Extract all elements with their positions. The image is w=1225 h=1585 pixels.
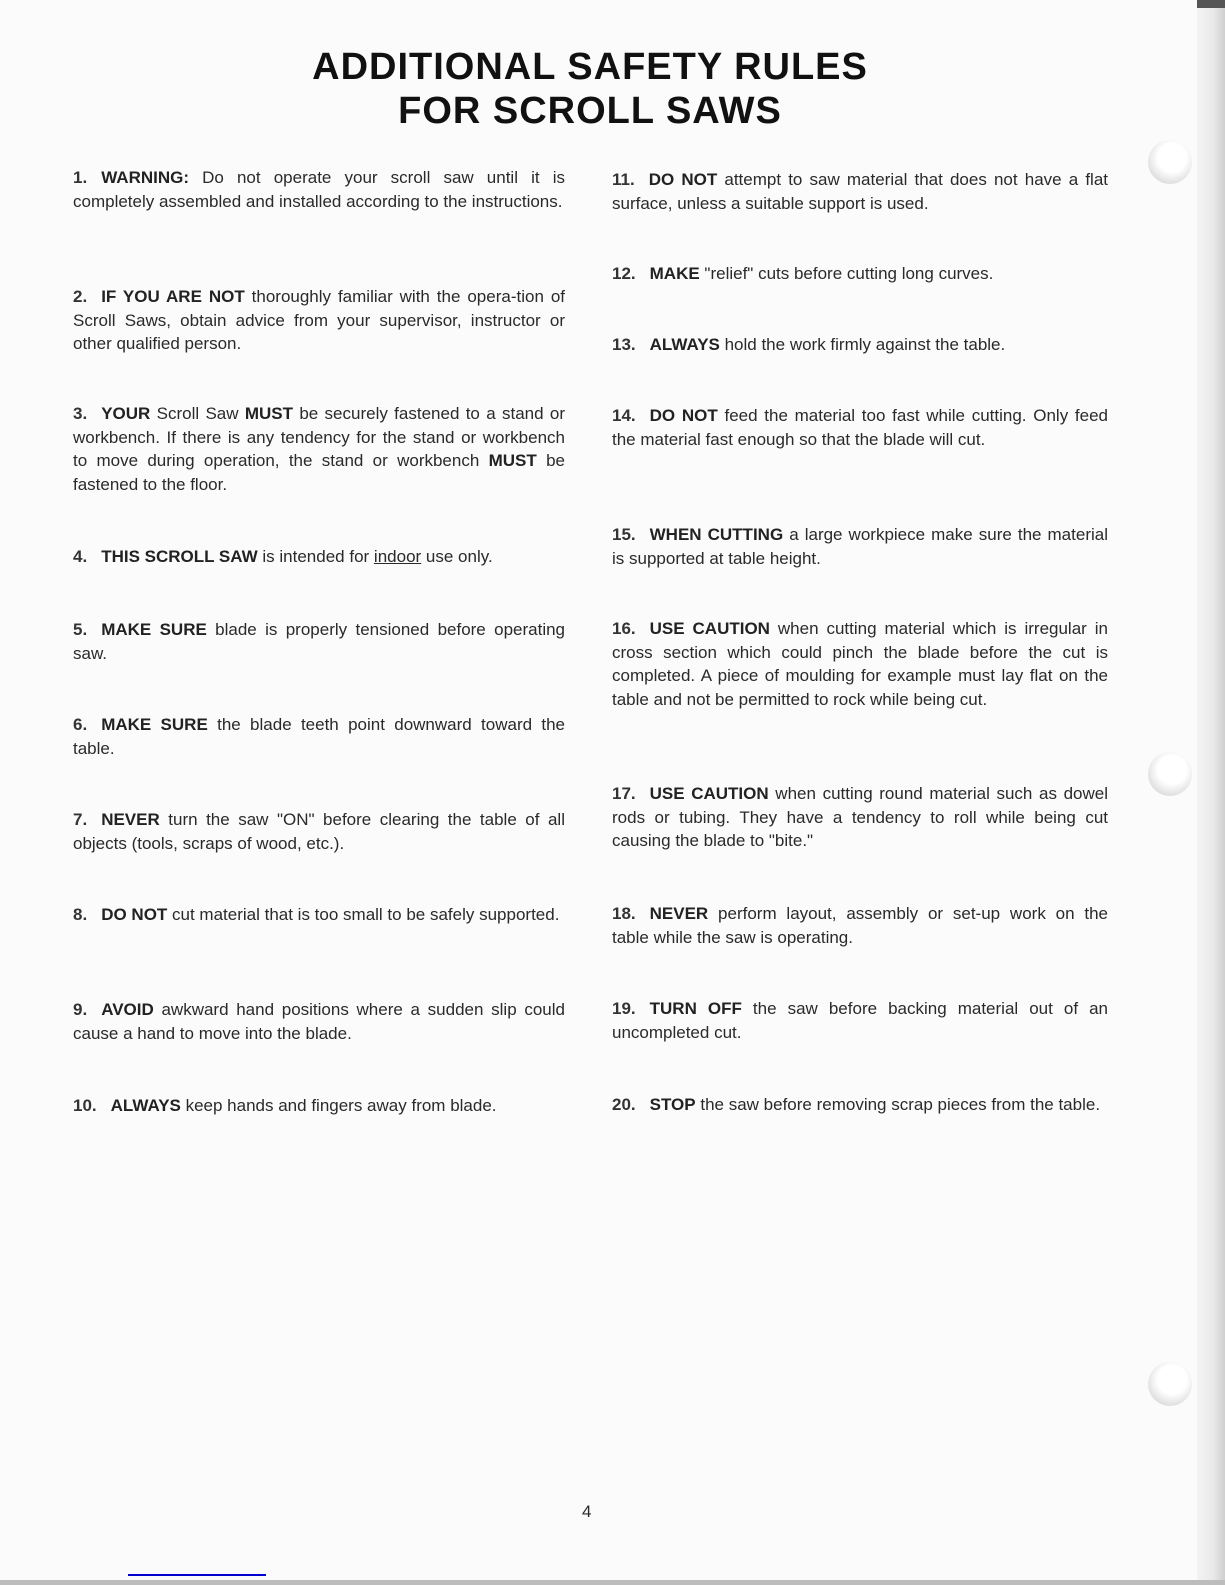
rule-emphasis: DO NOT [649,406,718,425]
safety-rule-6 [73,713,565,760]
rule-text: the saw before removing scrap pieces from the table. [695,1095,1101,1114]
rule-text: blade is properly tensioned before operating saw. [73,620,565,663]
rule-emphasis: TURN OFF [649,999,742,1018]
safety-rule-17 [612,782,1108,853]
safety-rule-14 [612,404,1108,451]
rule-text: the blade teeth point downward toward the table. [73,715,566,758]
rule-emphasis: DO NOT [648,170,718,189]
page-edge-shadow [1197,0,1225,8]
rule-number: 10. [73,1096,97,1115]
safety-rule-4 [73,545,565,569]
rule-emphasis: AVOID [101,1000,154,1019]
punch-hole [1148,140,1192,184]
rule-emphasis: WHEN CUTTING [649,525,784,544]
rule-text: awkward hand positions where a sudden slip could cause a hand to move into the blade. [73,1000,565,1043]
rule-text: cut material that is too small to be safely supported. [167,905,560,924]
rule-number: 14. [612,406,636,425]
rule-number: 16. [612,619,636,638]
safety-rule-7 [73,808,565,855]
rule-emphasis: MUST [488,451,537,470]
safety-rule-19 [612,997,1108,1044]
rule-number: 5. [73,620,88,639]
safety-rule-10 [73,1094,565,1118]
rule-text: thoroughly familiar with the opera-tion of Scroll Saws, obtain advice from your supervisor, instructor or other qualified person. [73,287,565,353]
rule-number: 8. [73,905,88,924]
rule-text: the saw before backing material out of an uncompleted cut. [612,999,1108,1042]
rule-emphasis: STOP [649,1095,696,1114]
rule-emphasis: IF YOU ARE NOT [101,287,245,306]
page-binding-edge [1197,0,1225,1585]
rule-number: 18. [612,904,636,923]
rule-text: is intended for [257,547,374,566]
rule-text: Scroll Saw [150,404,245,423]
safety-rule-3 [73,402,565,496]
rule-number: 6. [73,715,88,734]
rule-emphasis: MUST [244,404,294,423]
rule-emphasis: USE CAUTION [649,784,769,803]
rule-number: 13. [612,335,636,354]
safety-rule-18 [612,902,1108,949]
rule-number: 12. [612,264,636,283]
safety-rule-16 [612,617,1108,711]
page-bottom-edge [0,1580,1225,1585]
rule-emphasis: ALWAYS [110,1096,181,1115]
rule-number: 19. [612,999,636,1018]
rule-emphasis: MAKE SURE [101,715,208,734]
rule-emphasis: ALWAYS [649,335,720,354]
page-title-line-1: ADDITIONAL SAFETY RULES [312,46,868,88]
rule-text: perform layout, assembly or set-up work on the table while the saw is operating. [612,904,1108,947]
safety-rule-1 [73,166,565,213]
rule-text: be securely fastened to a stand or workbench. If there is any tendency for the stand or workbench to move during operation, the stand or workbench [73,404,565,470]
punch-hole [1148,752,1192,796]
rule-text: a large workpiece make sure the material is supported at table height. [612,525,1108,568]
scan-artifact-line [128,1574,266,1576]
safety-rule-9 [73,998,565,1045]
rule-number: 9. [73,1000,88,1019]
page-title-line-2: FOR SCROLL SAWS [398,90,782,132]
rule-text: use only. [421,547,493,566]
rule-emphasis: THIS SCROLL SAW [101,547,258,566]
rule-number: 1. [73,168,88,187]
safety-rule-15 [612,523,1108,570]
rule-underlined-text: indoor [373,547,422,566]
rule-emphasis: MAKE SURE [101,620,207,639]
safety-rule-13 [612,333,1108,357]
rule-emphasis: WARNING: [101,168,190,187]
page-number: 4 [582,1502,592,1521]
rule-number: 7. [73,810,88,829]
rule-text: Do not operate your scroll saw until it is completely assembled and installed according to the instructions. [73,168,565,211]
rule-number: 17. [612,784,636,803]
rule-number: 4. [73,547,88,566]
rule-number: 20. [612,1095,636,1114]
safety-rule-11 [612,168,1108,215]
safety-rule-20 [612,1093,1108,1117]
rule-text: when cutting round material such as dowel rods or tubing. They have a tendency to roll while being cut causing the blade to "bite." [612,784,1109,850]
rule-text: when cutting material which is irregular in cross section which could pinch the blade before the cut is completed. A piece of moulding for example must lay flat on the table and not be permitted to rock while being cut. [612,619,1108,709]
safety-rule-5 [73,618,565,665]
rule-text: turn the saw "ON" before clearing the table of all objects (tools, scraps of wood, etc.). [73,810,565,853]
rule-text: feed the material too fast while cutting. Only feed the material fast enough so that the blade will cut. [612,406,1108,449]
rule-emphasis: YOUR [101,404,151,423]
rule-number: 2. [73,287,88,306]
rule-emphasis: NEVER [101,810,160,829]
rule-text: "relief" cuts before cutting long curves. [699,264,994,283]
rule-text: be fastened to the floor. [73,451,565,494]
safety-rule-8 [73,903,565,927]
punch-hole [1148,1362,1192,1406]
safety-rule-2 [73,285,565,356]
rule-emphasis: NEVER [649,904,709,923]
rule-text: attempt to saw material that does not have a flat surface, unless a suitable support is used. [612,170,1108,213]
rule-number: 3. [73,404,88,423]
rule-number: 15. [612,525,636,544]
safety-rule-12 [612,262,1108,286]
rule-emphasis: USE CAUTION [649,619,770,638]
rule-emphasis: DO NOT [101,905,168,924]
rule-emphasis: MAKE [649,264,700,283]
rule-number: 11. [612,170,635,189]
rule-text: hold the work firmly against the table. [719,335,1006,354]
rule-text: keep hands and fingers away from blade. [180,1096,497,1115]
